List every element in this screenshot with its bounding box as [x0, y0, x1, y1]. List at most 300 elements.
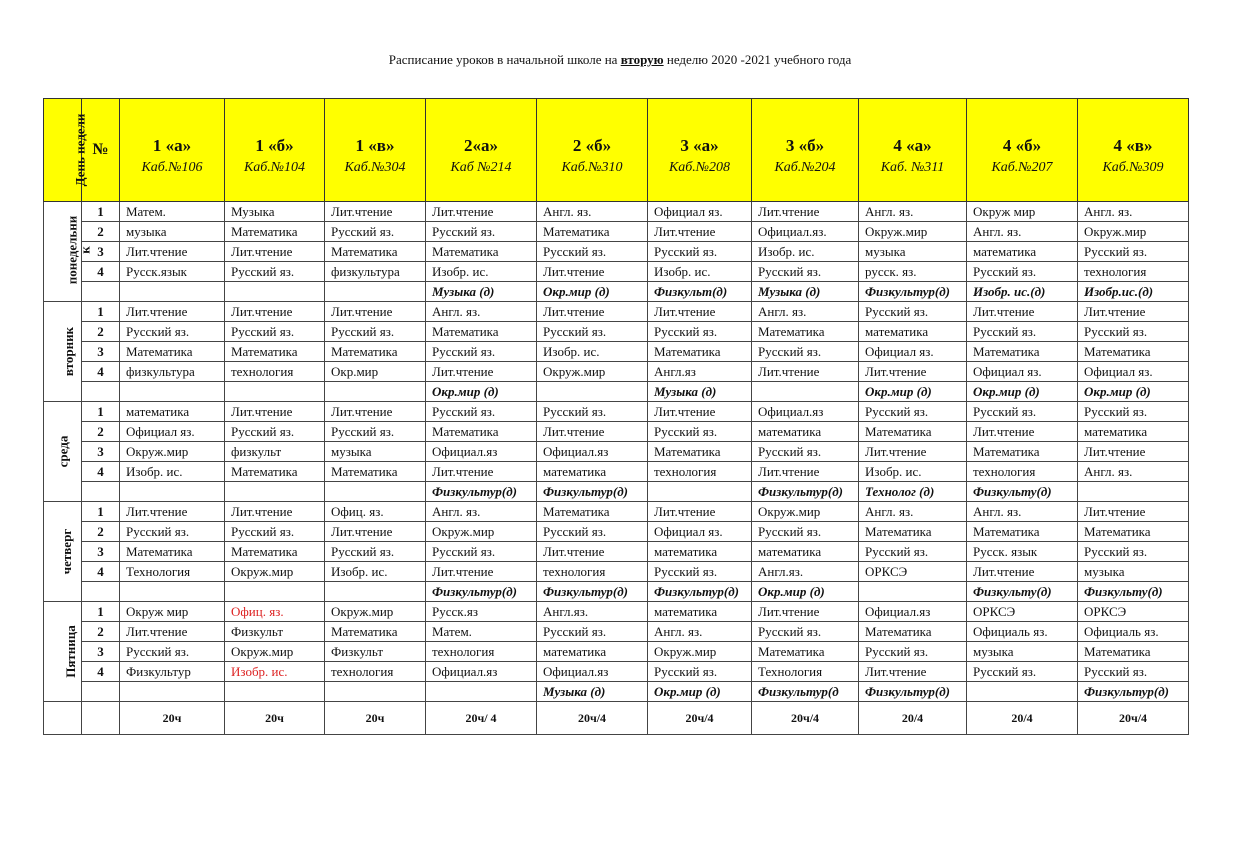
lesson-cell: математика: [752, 542, 859, 562]
lesson-number: 4: [82, 662, 120, 682]
day-cell: [44, 402, 82, 502]
lesson-cell: Русский яз.: [752, 262, 859, 282]
total-cell: 20/4: [859, 702, 967, 735]
lesson-cell: Русский яз.: [752, 442, 859, 462]
extra-row: [44, 382, 1189, 402]
lesson-cell: Русский яз.: [537, 322, 648, 342]
lesson-cell: Окруж.мир: [325, 602, 426, 622]
total-cell: 20/4: [967, 702, 1078, 735]
lesson-row: [44, 362, 1189, 382]
extra-cell: [325, 582, 426, 602]
extra-row: [44, 682, 1189, 702]
lesson-cell: физкультура: [325, 262, 426, 282]
lesson-cell: Англ. яз.: [1078, 202, 1189, 222]
lesson-cell: Русский яз.: [967, 262, 1078, 282]
extra-cell: [1078, 482, 1189, 502]
extra-cell: Физкультур(д: [752, 682, 859, 702]
totals-num-cell: [82, 702, 120, 735]
lesson-cell: Официаль яз.: [1078, 622, 1189, 642]
lesson-row: [44, 542, 1189, 562]
class-name: 4 «в»: [1113, 136, 1153, 155]
lesson-cell: Математика: [225, 462, 325, 482]
class-header-cell: [752, 99, 859, 202]
lesson-row: [44, 322, 1189, 342]
lesson-cell: Математика: [859, 622, 967, 642]
lesson-cell: Изобр. ис.: [325, 562, 426, 582]
lesson-cell: Лит.чтение: [1078, 442, 1189, 462]
lesson-cell: Англ.яз.: [752, 562, 859, 582]
class-name: 4 «а»: [893, 136, 932, 155]
day-cell: [44, 302, 82, 402]
class-room: Каб.№304: [344, 160, 406, 175]
lesson-cell: Русский яз.: [752, 622, 859, 642]
totals-day-cell: [44, 702, 82, 735]
lesson-cell: Англ.яз: [648, 362, 752, 382]
extra-cell: Окр.мир (д): [648, 682, 752, 702]
lesson-cell: Изобр. ис.: [426, 262, 537, 282]
lesson-cell: Математика: [648, 342, 752, 362]
lesson-row: [44, 242, 1189, 262]
lesson-cell: Математика: [1078, 642, 1189, 662]
lesson-cell: Русский яз.: [325, 542, 426, 562]
lesson-cell: Матем.: [120, 202, 225, 222]
lesson-cell: Русский яз.: [120, 322, 225, 342]
class-header-cell: [967, 99, 1078, 202]
extra-cell: Технолог (д): [859, 482, 967, 502]
lesson-cell: Технология: [752, 662, 859, 682]
lesson-cell: Русский яз.: [752, 522, 859, 542]
extra-cell: [325, 282, 426, 302]
lesson-cell: Официал.яз.: [752, 222, 859, 242]
class-header-cell: [120, 99, 225, 202]
lesson-cell: Русский яз.: [648, 322, 752, 342]
lesson-cell: музыка: [120, 222, 225, 242]
day-label: понедельни к: [64, 215, 93, 285]
lesson-cell: математика: [859, 322, 967, 342]
lesson-cell: Лит.чтение: [120, 622, 225, 642]
lesson-cell: Русский яз.: [537, 402, 648, 422]
class-header-cell: [325, 99, 426, 202]
lesson-row: [44, 562, 1189, 582]
lesson-cell: Официал яз.: [967, 362, 1078, 382]
total-cell: 20ч: [120, 702, 225, 735]
lesson-cell: музыка: [859, 242, 967, 262]
lesson-cell: Офиц. яз.: [325, 502, 426, 522]
lesson-cell: Физкультур: [120, 662, 225, 682]
lesson-cell: Русский яз.: [426, 402, 537, 422]
extra-cell: Музыка (д): [537, 682, 648, 702]
lesson-cell: Технология: [120, 562, 225, 582]
lesson-cell: Лит.чтение: [752, 202, 859, 222]
lesson-cell: Математика: [225, 542, 325, 562]
lesson-cell: Изобр. ис.: [225, 662, 325, 682]
lesson-cell: Математика: [426, 422, 537, 442]
lesson-cell: Лит.чтение: [325, 522, 426, 542]
header-row: [44, 99, 1189, 202]
lesson-cell: Математика: [967, 442, 1078, 462]
lesson-cell: Русский яз.: [325, 222, 426, 242]
extra-cell: [120, 382, 225, 402]
lesson-cell: физкультура: [120, 362, 225, 382]
lesson-row: [44, 522, 1189, 542]
class-name: 4 «б»: [1002, 136, 1042, 155]
lesson-cell: Математика: [1078, 342, 1189, 362]
total-cell: 20ч/4: [1078, 702, 1189, 735]
lesson-number: 2: [82, 222, 120, 242]
lesson-cell: Англ. яз.: [752, 302, 859, 322]
day-label: среда: [55, 435, 70, 467]
lesson-row: [44, 442, 1189, 462]
lesson-cell: Изобр. ис.: [120, 462, 225, 482]
lesson-row: [44, 622, 1189, 642]
lesson-row: [44, 342, 1189, 362]
lesson-cell: Официал яз.: [859, 342, 967, 362]
lesson-cell: Лит.чтение: [752, 362, 859, 382]
lesson-cell: физкульт: [225, 442, 325, 462]
class-name: 3 «а»: [680, 136, 719, 155]
extra-cell: [752, 382, 859, 402]
lesson-cell: математика: [1078, 422, 1189, 442]
lesson-cell: Лит.чтение: [648, 222, 752, 242]
lesson-cell: Русский яз.: [752, 342, 859, 362]
lesson-number: 3: [82, 242, 120, 262]
day-cell: [44, 602, 82, 702]
class-room: Каб.№207: [991, 160, 1053, 175]
lesson-cell: математика: [967, 242, 1078, 262]
title-prefix: Расписание уроков в начальной школе на: [388, 52, 621, 67]
lesson-cell: Русский яз.: [325, 422, 426, 442]
lesson-cell: Лит.чтение: [1078, 302, 1189, 322]
lesson-cell: Лит.чтение: [967, 422, 1078, 442]
lesson-cell: Лит.чтение: [426, 562, 537, 582]
lesson-number: 1: [82, 202, 120, 222]
extra-cell: [225, 282, 325, 302]
extra-cell: Окр.мир (д): [859, 382, 967, 402]
lesson-row: [44, 502, 1189, 522]
extra-cell: Изобр.ис.(д): [1078, 282, 1189, 302]
lesson-cell: технология: [537, 562, 648, 582]
lesson-cell: Русский яз.: [537, 522, 648, 542]
total-cell: 20ч: [225, 702, 325, 735]
lesson-cell: Лит.чтение: [120, 302, 225, 322]
lesson-cell: Англ. яз.: [426, 502, 537, 522]
extra-cell: Окр.мир (д): [752, 582, 859, 602]
class-room: Каб №214: [450, 160, 512, 175]
lesson-cell: Русский яз.: [537, 622, 648, 642]
lesson-cell: Математика: [752, 642, 859, 662]
lesson-number: 4: [82, 362, 120, 382]
extra-cell: Физкультур(д): [426, 582, 537, 602]
lesson-cell: Окруж мир: [120, 602, 225, 622]
lesson-cell: Русский яз.: [648, 662, 752, 682]
day-header-label: День недели: [72, 113, 88, 187]
lesson-cell: Изобр. ис.: [752, 242, 859, 262]
lesson-number: [82, 582, 120, 602]
class-header-cell: [1078, 99, 1189, 202]
lesson-cell: Русский яз.: [648, 562, 752, 582]
lesson-number: [82, 482, 120, 502]
lesson-cell: музыка: [967, 642, 1078, 662]
lesson-cell: Англ.яз.: [537, 602, 648, 622]
lesson-cell: Лит.чтение: [426, 462, 537, 482]
lesson-cell: Русский яз.: [1078, 662, 1189, 682]
lesson-cell: музыка: [325, 442, 426, 462]
lesson-number: 2: [82, 422, 120, 442]
lesson-cell: Лит.чтение: [225, 302, 325, 322]
lesson-cell: Лит.чтение: [537, 542, 648, 562]
lesson-row: [44, 402, 1189, 422]
extra-cell: Музыка (д): [426, 282, 537, 302]
lesson-cell: Русск. язык: [967, 542, 1078, 562]
lesson-cell: Лит.чтение: [859, 442, 967, 462]
extra-cell: [648, 482, 752, 502]
class-room: Каб.№309: [1102, 160, 1164, 175]
total-cell: 20ч/ 4: [426, 702, 537, 735]
lesson-cell: Математика: [1078, 522, 1189, 542]
lesson-cell: Математика: [967, 522, 1078, 542]
lesson-cell: Лит.чтение: [752, 462, 859, 482]
extra-cell: [426, 682, 537, 702]
lesson-row: [44, 422, 1189, 442]
class-header-cell: [537, 99, 648, 202]
extra-cell: Физкультур(д): [752, 482, 859, 502]
lesson-cell: Лит.чтение: [537, 302, 648, 322]
title-week: вторую: [620, 52, 664, 67]
lesson-cell: Окруж.мир: [752, 502, 859, 522]
lesson-number: 1: [82, 302, 120, 322]
lesson-cell: Изобр. ис.: [859, 462, 967, 482]
extra-row: [44, 582, 1189, 602]
lesson-cell: Математика: [426, 322, 537, 342]
extra-cell: Окр.мир (д): [967, 382, 1078, 402]
lesson-number: 3: [82, 542, 120, 562]
lesson-cell: Русский яз.: [225, 262, 325, 282]
extra-cell: [120, 282, 225, 302]
extra-cell: Музыка (д): [648, 382, 752, 402]
lesson-cell: Лит.чтение: [967, 302, 1078, 322]
lesson-cell: Математика: [648, 442, 752, 462]
lesson-row: [44, 302, 1189, 322]
extra-cell: Физкульту(д): [967, 482, 1078, 502]
lesson-cell: Русский яз.: [225, 422, 325, 442]
extra-cell: [859, 582, 967, 602]
extra-cell: [967, 682, 1078, 702]
lesson-cell: Официал яз.: [1078, 362, 1189, 382]
lesson-number: 3: [82, 642, 120, 662]
extra-cell: Физкультур(д): [537, 482, 648, 502]
class-room: Каб. №311: [880, 160, 945, 175]
lesson-cell: Русский яз.: [1078, 402, 1189, 422]
lesson-cell: Русский яз.: [225, 322, 325, 342]
lesson-cell: Математика: [225, 222, 325, 242]
extra-cell: [225, 682, 325, 702]
lesson-cell: Лит.чтение: [325, 202, 426, 222]
lesson-number: 1: [82, 402, 120, 422]
extra-cell: [120, 582, 225, 602]
lesson-number: [82, 682, 120, 702]
lesson-cell: технология: [648, 462, 752, 482]
lesson-cell: ОРКСЭ: [859, 562, 967, 582]
total-cell: 20ч/4: [648, 702, 752, 735]
lesson-cell: Лит.чтение: [752, 602, 859, 622]
class-room: Каб.№208: [668, 160, 731, 175]
lesson-row: [44, 602, 1189, 622]
extra-cell: Окр.мир (д): [537, 282, 648, 302]
lesson-cell: технология: [325, 662, 426, 682]
lesson-number: 2: [82, 522, 120, 542]
lesson-cell: технология: [426, 642, 537, 662]
lesson-cell: Официал.яз: [537, 442, 648, 462]
class-name: 3 «б»: [785, 136, 825, 155]
lesson-cell: ОРКСЭ: [967, 602, 1078, 622]
lesson-cell: Математика: [325, 342, 426, 362]
lesson-cell: Математика: [120, 342, 225, 362]
lesson-cell: Русский яз.: [537, 242, 648, 262]
lesson-cell: Лит.чтение: [225, 502, 325, 522]
lesson-cell: Русский яз.: [859, 642, 967, 662]
lesson-cell: Математика: [859, 422, 967, 442]
lesson-cell: математика: [752, 422, 859, 442]
extra-cell: [225, 582, 325, 602]
lesson-cell: Официал.яз: [752, 402, 859, 422]
lesson-cell: Русский яз.: [648, 242, 752, 262]
lesson-cell: Русский яз.: [859, 542, 967, 562]
lesson-cell: Русский яз.: [859, 402, 967, 422]
lesson-cell: Окруж.мир: [648, 642, 752, 662]
lesson-cell: Математика: [225, 342, 325, 362]
lesson-cell: математика: [537, 462, 648, 482]
lesson-cell: Русский яз.: [426, 542, 537, 562]
class-header-cell: [648, 99, 752, 202]
lesson-cell: Англ. яз.: [859, 502, 967, 522]
lesson-cell: Лит.чтение: [859, 362, 967, 382]
lesson-number: 2: [82, 322, 120, 342]
class-name: 2«а»: [464, 136, 498, 155]
lesson-cell: Математика: [325, 242, 426, 262]
schedule-table: [43, 98, 1189, 735]
lesson-cell: Окруж.мир: [1078, 222, 1189, 242]
lesson-cell: Англ. яз.: [1078, 462, 1189, 482]
day-cell: [44, 202, 93, 302]
lesson-cell: технология: [1078, 262, 1189, 282]
lesson-cell: Физкульт: [325, 642, 426, 662]
extra-cell: Окр.мир (д): [426, 382, 537, 402]
total-cell: 20ч/4: [752, 702, 859, 735]
lesson-cell: Официал яз.: [120, 422, 225, 442]
lesson-cell: русск. яз.: [859, 262, 967, 282]
lesson-cell: Русск.яз: [426, 602, 537, 622]
lesson-cell: Официал.яз: [537, 662, 648, 682]
class-name: 1 «в»: [355, 136, 395, 155]
class-room: Каб.№310: [561, 160, 623, 175]
extra-cell: Физкультур(д): [1078, 682, 1189, 702]
lesson-cell: Лит.чтение: [648, 302, 752, 322]
lesson-cell: Официал.яз: [426, 442, 537, 462]
lesson-cell: математика: [537, 642, 648, 662]
lesson-cell: Окруж.мир: [537, 362, 648, 382]
extra-cell: Изобр. ис.(д): [967, 282, 1078, 302]
lesson-cell: Математика: [325, 622, 426, 642]
class-header-cell: [426, 99, 537, 202]
extra-cell: Музыка (д): [752, 282, 859, 302]
extra-cell: Физкультур(д): [426, 482, 537, 502]
lesson-cell: Математика: [752, 322, 859, 342]
extra-cell: [225, 482, 325, 502]
total-cell: 20ч: [325, 702, 426, 735]
extra-cell: Физкульту(д): [1078, 582, 1189, 602]
lesson-cell: Русский яз.: [325, 322, 426, 342]
extra-cell: [325, 382, 426, 402]
lesson-cell: Окруж.мир: [120, 442, 225, 462]
lesson-cell: Лит.чтение: [648, 402, 752, 422]
extra-cell: [120, 682, 225, 702]
lesson-cell: Англ. яз.: [859, 202, 967, 222]
extra-cell: [325, 482, 426, 502]
lesson-cell: Русский яз.: [1078, 322, 1189, 342]
lesson-cell: Русский яз.: [1078, 542, 1189, 562]
class-name: 2 «б»: [572, 136, 612, 155]
class-name: 1 «б»: [255, 136, 294, 155]
lesson-cell: Англ. яз.: [967, 502, 1078, 522]
lesson-cell: ОРКСЭ: [1078, 602, 1189, 622]
total-cell: 20ч/4: [537, 702, 648, 735]
extra-row: [44, 282, 1189, 302]
lesson-cell: Официал яз.: [648, 202, 752, 222]
lesson-cell: Математика: [426, 242, 537, 262]
lesson-cell: Математика: [325, 462, 426, 482]
lesson-row: [44, 642, 1189, 662]
extra-cell: Физкультур(д): [648, 582, 752, 602]
class-room: Каб.№204: [774, 160, 836, 175]
lesson-cell: Лит.чтение: [426, 202, 537, 222]
lesson-cell: Лит.чтение: [537, 262, 648, 282]
lesson-cell: Русский яз.: [859, 302, 967, 322]
extra-cell: Физкульту(д): [967, 582, 1078, 602]
lesson-cell: Изобр. ис.: [648, 262, 752, 282]
lesson-cell: Лит.чтение: [325, 302, 426, 322]
lesson-cell: Лит.чтение: [859, 662, 967, 682]
num-header-cell: №: [82, 99, 120, 202]
lesson-cell: Лит.чтение: [967, 562, 1078, 582]
lesson-cell: Музыка: [225, 202, 325, 222]
lesson-cell: Русский яз.: [648, 422, 752, 442]
lesson-cell: Математика: [537, 502, 648, 522]
lesson-cell: Математика: [120, 542, 225, 562]
lesson-cell: математика: [648, 602, 752, 622]
lesson-cell: Математика: [859, 522, 967, 542]
lesson-cell: Физкульт: [225, 622, 325, 642]
lesson-number: 4: [82, 462, 120, 482]
lesson-cell: технология: [225, 362, 325, 382]
lesson-number: 3: [82, 442, 120, 462]
lesson-cell: Изобр. ис.: [537, 342, 648, 362]
lesson-number: 2: [82, 622, 120, 642]
lesson-cell: технология: [967, 462, 1078, 482]
extra-cell: Физкульт(д): [648, 282, 752, 302]
class-room: Каб.№104: [243, 160, 306, 175]
extra-cell: Физкультур(д): [859, 682, 967, 702]
lesson-number: [82, 282, 120, 302]
lesson-number: [82, 382, 120, 402]
lesson-cell: Лит.чтение: [325, 402, 426, 422]
lesson-cell: Русский яз.: [426, 222, 537, 242]
lesson-cell: Математика: [537, 222, 648, 242]
day-cell: [44, 502, 82, 602]
lesson-cell: Англ. яз.: [426, 302, 537, 322]
lesson-cell: Официал.яз: [426, 662, 537, 682]
lesson-row: [44, 222, 1189, 242]
lesson-cell: Русский яз.: [120, 642, 225, 662]
